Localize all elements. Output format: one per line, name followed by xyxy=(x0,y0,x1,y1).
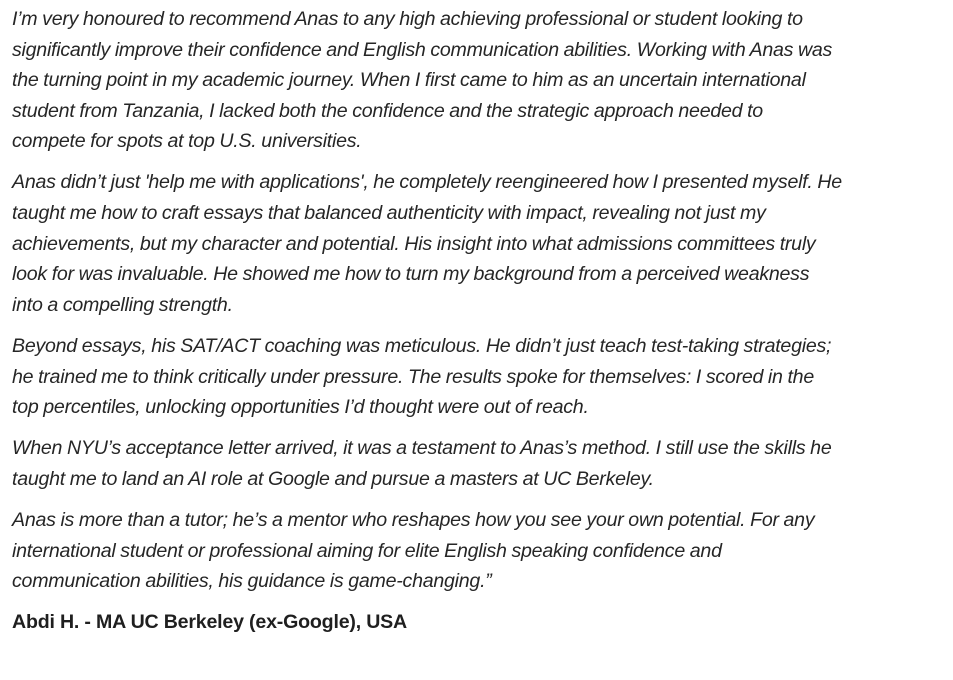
testimonial-paragraph-3: Beyond essays, his SAT/ACT coaching was meticulous. He didn’t just teach test-taking strategies; he trained me to think critically under pressure. The results spoke for themselves: I scored in the top percentiles, unlocking opportunities I’d thought were out of reach. xyxy=(12,334,832,419)
testimonial-paragraph-5: Anas is more than a tutor; he’s a mentor who reshapes how you see your own potential. For any international student or professional aiming for elite English speaking confidence and communication abilities, his guidance is game-changing.” xyxy=(12,508,815,593)
testimonial-paragraph-4: When NYU’s acceptance letter arrived, it was a testament to Anas’s method. I still use the skills he taught me to land an AI role at Google and pursue a masters at UC Berkeley. xyxy=(12,437,832,490)
testimonial-paragraph-1: I’m very honoured to recommend Anas to any high achieving professional or student looking to significantly improve their confidence and English communication abilities. Working with Anas was the turning point in my academic journey. When I first came to him as an uncertain international student from Tanzania, I lacked both the confidence and the strategic approach needed to compete for spots at top U.S. universities. xyxy=(12,8,833,153)
testimonial xyxy=(12,4,952,638)
testimonial-paragraph-2: Anas didn’t just 'help me with applications', he completely reengineered how I presented myself. He taught me how to craft essays that balanced authenticity with impact, revealing not just my achievements, but my character and potential. His insight into what admissions committees truly look for was invaluable. He showed me how to turn my background from a perceived weakness into a compelling strength. xyxy=(12,171,842,316)
testimonial-author: Abdi H. - MA UC Berkeley (ex-Google), USA xyxy=(12,611,407,634)
